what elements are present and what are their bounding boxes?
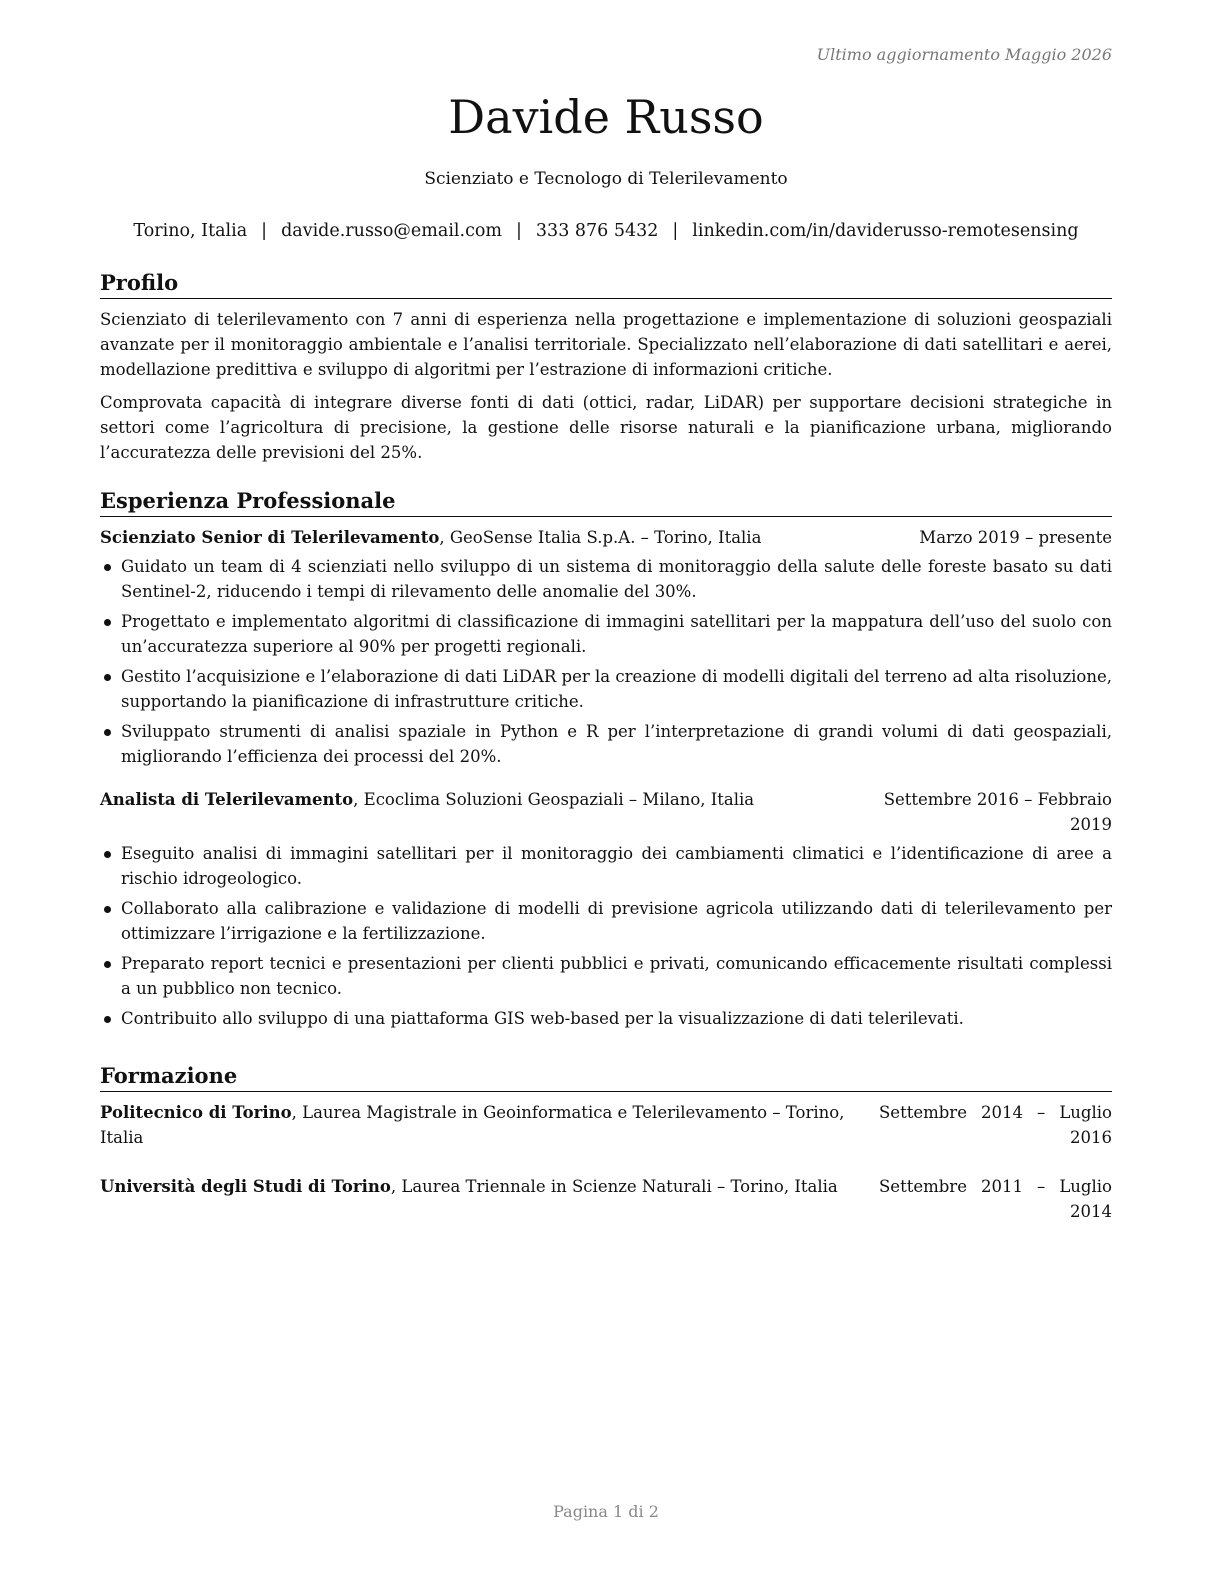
profile-paragraph: Scienziato di telerilevamento con 7 anni di esperienza nella progettazione e implementazione di soluzioni geospaziali avanzate per il monitoraggio ambientale e l’analisi territoriale. Specializzato nell’elaborazione di dati satellitari e aerei, modellazione predittiva e sviluppo di algoritmi per l’estrazione di informazioni critiche. [100, 310, 1112, 379]
education-school-degree [100, 1100, 879, 1150]
job-bullet: Guidato un team di 4 scienziati nello sviluppo di un sistema di monitoraggio della salute delle foreste basato su dati Sentinel-2, riducendo i tempi di rilevamento delle anomalie del 30%. [100, 554, 1112, 604]
education-degree: , Laurea Magistrale in Geoinformatica e Telerilevamento – Torino, Italia [100, 1103, 845, 1147]
section-heading-experience: Esperienza Professionale [100, 488, 1112, 517]
contact-email[interactable]: davide.russo@email.com [281, 221, 503, 241]
section-heading-profile: Profilo [100, 270, 1112, 299]
education-section [100, 1063, 1112, 1248]
education-dates: Settembre 2014 – Luglio 2016 [879, 1103, 1112, 1147]
contact-separator: | [516, 221, 522, 241]
job-bullets [100, 554, 1112, 769]
job-role-company [100, 787, 872, 812]
job-bullets [100, 841, 1112, 1031]
contact-location: Torino, Italia [133, 221, 248, 241]
contact-linkedin[interactable]: linkedin.com/in/daviderusso-remotesensing [692, 221, 1079, 241]
profile-paragraph: Comprovata capacità di integrare diverse fonti di dati (ottici, radar, LiDAR) per supportare decisioni strategiche in settori come l’agricoltura di precisione, la gestione delle risorse naturali e la pianificazione urbana, migliorando l’accuratezza delle previsioni del 25%. [100, 393, 1112, 462]
contact-line [100, 219, 1112, 243]
section-heading-education: Formazione [100, 1063, 1112, 1092]
job-bullet: Sviluppato strumenti di analisi spaziale in Python e R per l’interpretazione di grandi volumi di dati geospaziali, migliorando l’efficienza dei processi del 20%. [100, 719, 1112, 769]
profile-section [100, 270, 1112, 473]
contact-separator: | [261, 221, 268, 241]
last-updated-note: Ultimo aggiornamento Maggio 2026 [816, 45, 1112, 64]
page-number: Pagina 1 di 2 [553, 1502, 659, 1521]
education-degree: , Laurea Triennale in Scienze Naturali – Torino, Italia [390, 1177, 838, 1196]
candidate-title: Scienziato e Tecnologo di Telerilevamento [424, 169, 788, 189]
job-bullet: Contribuito allo sviluppo di una piattaforma GIS web-based per la visualizzazione di dati telerilevati. [100, 1006, 1112, 1031]
job-role-company [100, 525, 911, 550]
job-bullet: Collaborato alla calibrazione e validazione di modelli di previsione agricola utilizzando dati di telerilevamento per ottimizzare l’irrigazione e la fertilizzazione. [100, 896, 1112, 946]
job-company: , GeoSense Italia S.p.A. – Torino, Italia [439, 528, 762, 547]
education-entry [100, 1100, 1112, 1150]
experience-section [100, 488, 1112, 1045]
job-dates: Marzo 2019 – presente [919, 528, 1112, 547]
job-bullet: Eseguito analisi di immagini satellitari per il monitoraggio dei cambiamenti climatici e l’identificazione di aree a rischio idrogeologico. [100, 841, 1112, 891]
job-entry [100, 525, 1112, 769]
job-bullet: Gestito l’acquisizione e l’elaborazione di dati LiDAR per la creazione di modelli digitali del terreno ad alta risoluzione, supportando la pianificazione di infrastrutture critiche. [100, 664, 1112, 714]
education-dates: Settembre 2011 – Luglio 2014 [879, 1177, 1112, 1221]
job-role: Scienziato Senior di Telerilevamento [100, 528, 440, 547]
candidate-name: Davide Russo [448, 90, 764, 144]
education-school-degree [100, 1174, 879, 1199]
contact-phone[interactable]: 333 876 5432 [535, 221, 659, 241]
job-dates: Settembre 2016 – Febbraio 2019 [883, 790, 1112, 834]
education-school: Università degli Studi di Torino [100, 1177, 391, 1196]
job-entry [100, 787, 1112, 1031]
education-entry [100, 1174, 1112, 1224]
job-company: , Ecoclima Soluzioni Geospaziali – Milano, Italia [353, 790, 755, 809]
job-bullet: Preparato report tecnici e presentazioni per clienti pubblici e privati, comunicando efficacemente risultati complessi a un pubblico non tecnico. [100, 951, 1112, 1001]
job-bullet: Progettato e implementato algoritmi di classificazione di immagini satellitari per la mappatura dell’uso del suolo con un’accuratezza superiore al 90% per progetti regionali. [100, 609, 1112, 659]
resume-page [100, 0, 1112, 1584]
job-header [100, 525, 1112, 550]
job-role: Analista di Telerilevamento [100, 790, 354, 809]
education-school: Politecnico di Torino [100, 1103, 292, 1122]
job-header [100, 787, 1112, 837]
contact-separator: | [672, 221, 679, 241]
